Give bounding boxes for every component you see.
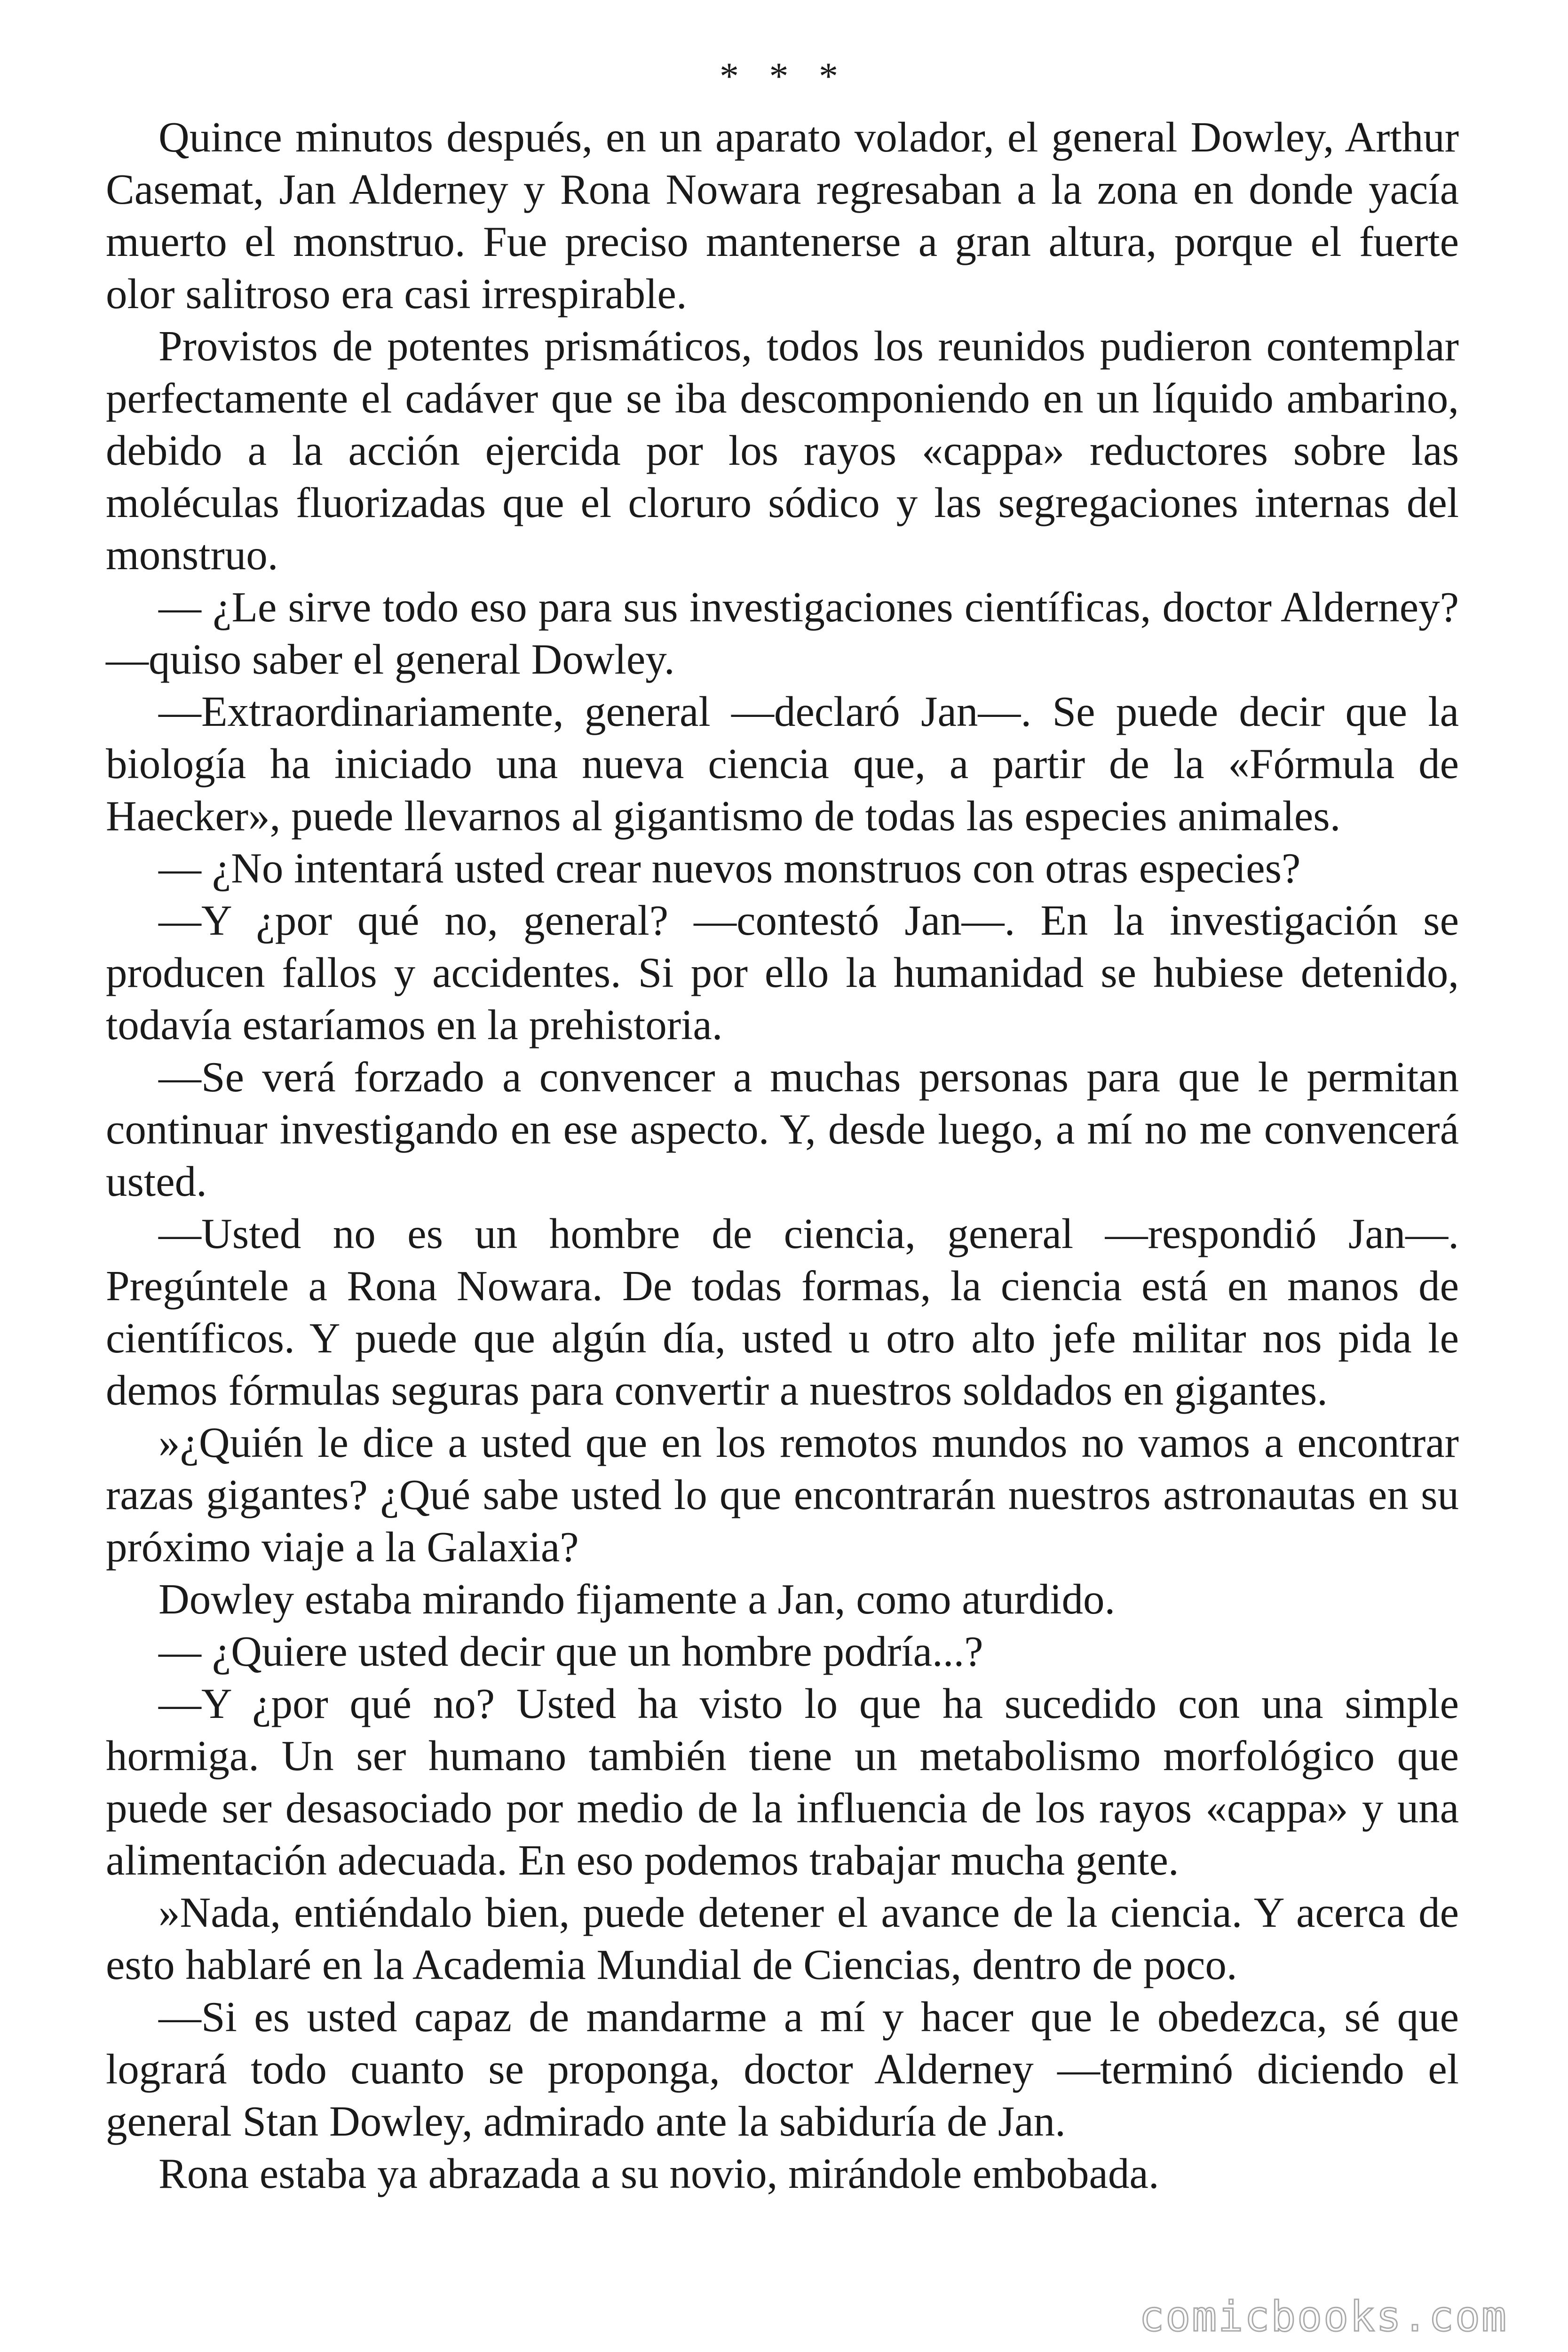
paragraph-7: —Se verá forzado a convencer a muchas personas para que le permitan continuar investigando en ese aspecto. Y, desde luego, a mí no me convencerá usted. (106, 1053, 1459, 1205)
paragraph-11: — ¿Quiere usted decir que un hombre podría...? (158, 1628, 983, 1675)
paragraph-3: — ¿Le sirve todo eso para sus investigaciones científicas, doctor Alderney? —quiso saber el general Dowley. (106, 583, 1459, 683)
paragraph-6: —Y ¿por qué no, general? —contestó Jan—. En la investigación se producen fallos y accidentes. Si por ello la humanidad se hubiese detenido, todavía estaríamos en la prehistoria. (106, 897, 1459, 1049)
paragraph-5: — ¿No intentará usted crear nuevos monstruos con otras especies? (158, 844, 1301, 892)
paragraph-13: »Nada, entiéndalo bien, puede detener el avance de la ciencia. Y acerca de esto hablaré en la Academia Mundial de Ciencias, dentro de poco. (106, 1889, 1459, 1988)
paragraph-1: Quince minutos después, en un aparato volador, el general Dowley, Arthur Casemat, Jan Alderney y Rona Nowara regresaban a la zona en donde yacía muerto el monstruo. Fue preciso mantenerse a gran altura, porque el fuerte olor salitroso era casi irrespirable. (106, 113, 1459, 318)
paragraph-10: Dowley estaba mirando fijamente a Jan, como aturdido. (158, 1575, 1116, 1623)
paragraph-8: —Usted no es un hombre de ciencia, general —respondió Jan—. Pregúntele a Rona Nowara. De todas formas, la ciencia está en manos de científicos. Y puede que algún día, usted u otro alto jefe militar nos pida le demos fórmulas seguras para convertir a nuestros soldados en gigantes. (106, 1210, 1459, 1414)
paragraph-9: »¿Quién le dice a usted que en los remotos mundos no vamos a encontrar razas gigantes? ¿Qué sabe usted lo que encontrarán nuestros astronautas en su próximo viaje a la Galaxia? (106, 1419, 1459, 1571)
paragraph-15: Rona estaba ya abrazada a su novio, mirándole embobada. (158, 2150, 1159, 2197)
body-text (106, 111, 1459, 2200)
paragraph-2: Provistos de potentes prismáticos, todos los reunidos pudieron contemplar perfectamente el cadáver que se iba descomponiendo en un líquido ambarino, debido a la acción ejercida por los rayos «cappa» reductores sobre las moléculas fluorizadas que el cloruro sódico y las segregaciones internas del monstruo. (106, 322, 1459, 579)
section-separator: * * * (720, 55, 848, 97)
paragraph-12: —Y ¿por qué no? Usted ha visto lo que ha sucedido con una simple hormiga. Un ser humano también tiene un metabolismo morfológico que puede ser desasociado por medio de la influencia de los rayos «cappa» y una alimentación adecuada. En eso podemos trabajar mucha gente. (106, 1680, 1459, 1884)
paragraph-4: —Extraordinariamente, general —declaró Jan—. Se puede decir que la biología ha iniciado una nueva ciencia que, a partir de la «Fórmula de Haecker», puede llevarnos al gigantismo de todas las especies animales. (106, 688, 1459, 840)
watermark: comicbooks.com (1139, 2292, 1508, 2341)
paragraph-14: —Si es usted capaz de mandarme a mí y hacer que le obedezca, sé que logrará todo cuanto se proponga, doctor Alderney —terminó diciendo el general Stan Dowley, admirado ante la sabiduría de Jan. (106, 1993, 1459, 2145)
